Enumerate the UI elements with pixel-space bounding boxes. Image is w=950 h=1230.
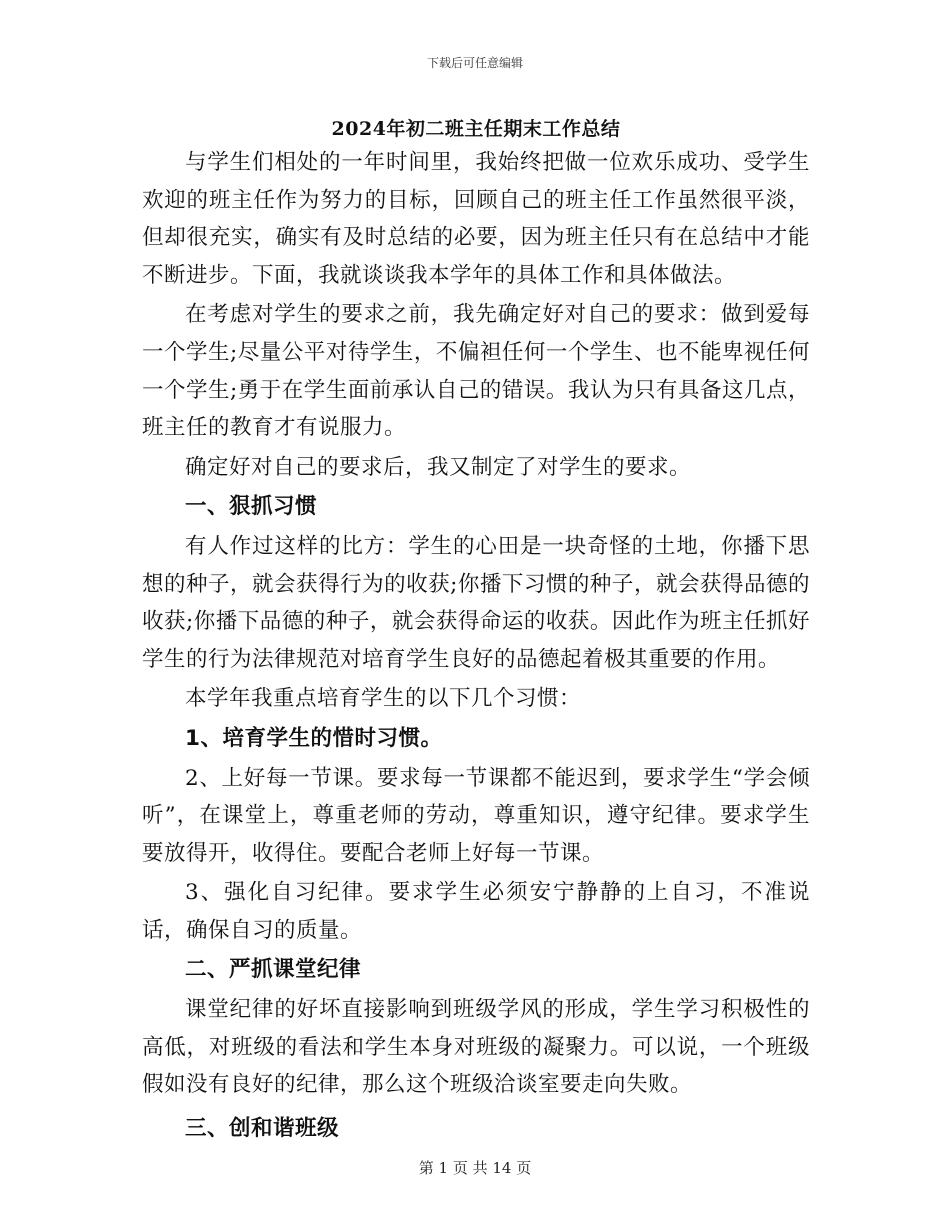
- paragraph-habits-metaphor: 有人作过这样的比方：学生的心田是一块奇怪的土地，你播下思想的种子，就会获得行为的收获;你播下习惯的种子，就会获得品德的收获;你播下品德的种子，就会获得命运的收获。因此作为班主任抓好学生的行为法律规范对培育学生良好的品德起着极其重要的作用。: [142, 533, 810, 672]
- paragraph-student-requirements: 确定好对自己的要求后，我又制定了对学生的要求。: [185, 454, 692, 480]
- page-number-footer: 第 1 页 共 14 页: [418, 1159, 532, 1177]
- item-heading-time-habit: 1、培育学生的惜时习惯。: [185, 725, 443, 751]
- paragraph-item-class: 2、上好每一节课。要求每一节课都不能迟到，要求学生“学会倾听”，在课堂上，尊重老师的劳动，尊重知识，遵守纪律。要求学生要放得开，收得住。要配合老师上好每一节课。: [142, 765, 810, 866]
- paragraph-self-requirements: 在考虑对学生的要求之前，我先确定好对自己的要求：做到爱每一个学生;尽量公平对待学生，不偏袒任何一个学生、也不能卑视任何一个学生;勇于在学生面前承认自己的错误。我认为只有具备这几点，班主任的教育才有说服力。: [142, 302, 810, 441]
- page-header-note: 下载后可任意编辑: [426, 56, 523, 70]
- paragraph-intro: 与学生们相处的一年时间里，我始终把做一位欢乐成功、受学生欢迎的班主任作为努力的目标，回顾自己的班主任工作虽然很平淡，但却很充实，确实有及时总结的必要，因为班主任只有在总结中才能不断进步。下面，我就谈谈我本学年的具体工作和具体做法。: [142, 150, 810, 288]
- paragraph-discipline: 课堂纪律的好坏直接影响到班级学风的形成，学生学习积极性的高低，对班级的看法和学生本身对班级的凝聚力。可以说，一个班级假如没有良好的纪律，那么这个班级洽谈室要走向失败。: [142, 997, 810, 1098]
- document-body: [142, 144, 810, 1153]
- paragraph-item-self-study: 3、强化自习纪律。要求学生必须安宁静静的上自习，不准说话，确保自习的质量。: [142, 880, 810, 943]
- section-heading-harmony: 三、创和谐班级: [185, 1115, 340, 1141]
- document-title: 2024年初二班主任期末工作总结: [331, 118, 621, 140]
- section-heading-habits: 一、狠抓习惯: [185, 494, 318, 520]
- section-heading-discipline: 二、严抓课堂纪律: [185, 957, 362, 983]
- paragraph-habits-list-intro: 本学年我重点培育学生的以下几个习惯：: [185, 686, 582, 712]
